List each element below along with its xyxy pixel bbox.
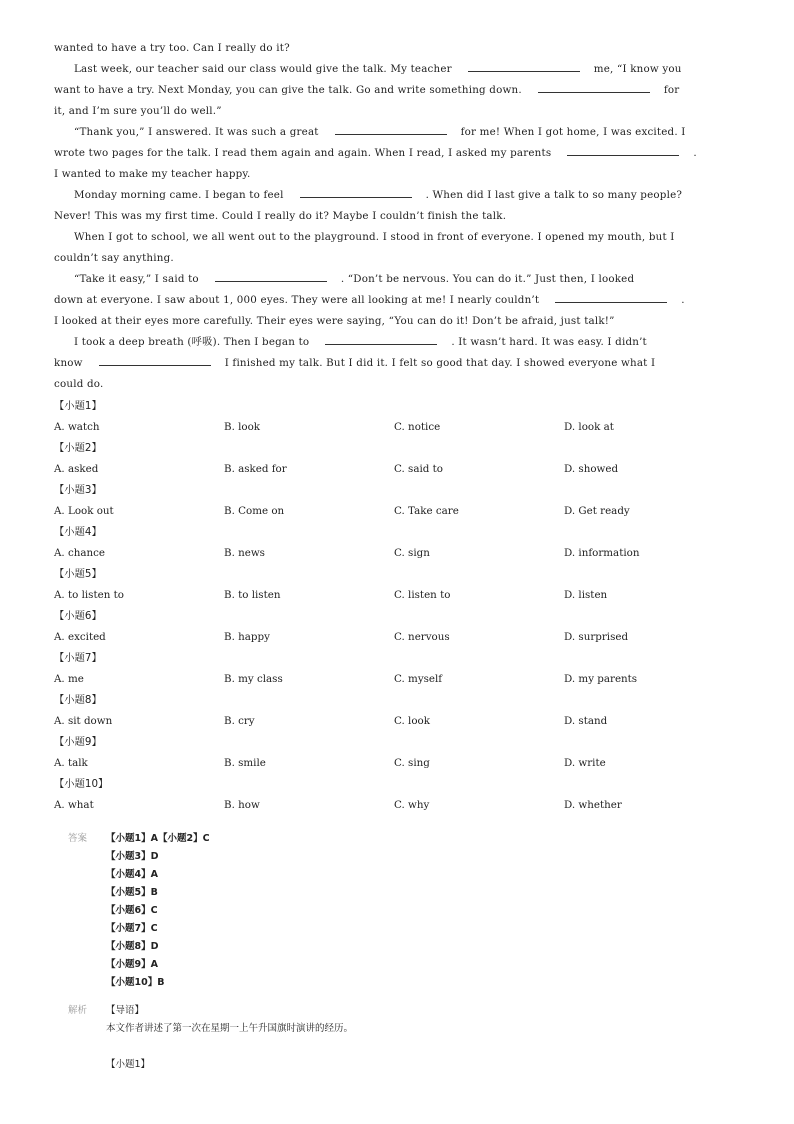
analysis-sub-title: 【小题1】 [106, 1059, 151, 1070]
option-b[interactable]: B. how [224, 799, 260, 811]
option-c[interactable]: C. why [394, 799, 430, 811]
passage-text: “Take it easy,” I said to [74, 273, 199, 285]
option-c[interactable]: C. sign [394, 547, 430, 559]
option-row [54, 627, 744, 648]
passage-text: I finished my talk. But I did it. I felt so good that day. I showed everyone what I [224, 357, 656, 369]
answer-line: 【小题6】C [106, 905, 158, 916]
option-b[interactable]: B. cry [224, 715, 255, 727]
answer-line: 【小题7】C [106, 923, 158, 934]
option-b[interactable]: B. my class [224, 673, 283, 685]
question-heading: 【小题8】 [54, 694, 102, 706]
passage-text: couldn’t say anything. [54, 252, 174, 264]
answer-section [68, 830, 668, 1074]
option-c[interactable]: C. nervous [394, 631, 450, 643]
option-b[interactable]: B. Come on [224, 505, 285, 517]
passage-line [54, 143, 744, 164]
answer-line: 【小题9】A [106, 959, 158, 970]
option-row [54, 417, 744, 438]
option-c[interactable]: C. look [394, 715, 430, 727]
option-row [54, 711, 744, 732]
passage-text: I wanted to make my teacher happy. [54, 168, 251, 180]
option-c[interactable]: C. Take care [394, 505, 459, 517]
passage-line [54, 206, 744, 227]
option-a[interactable]: A. me [54, 673, 84, 685]
option-d[interactable]: D. information [564, 547, 640, 559]
option-d[interactable]: D. look at [564, 421, 614, 433]
option-d[interactable]: D. stand [564, 715, 608, 727]
passage-text: want to have a try. Next Monday, you can give the talk. Go and write something down. [54, 84, 522, 96]
passage-text: know [54, 357, 83, 369]
question-heading: 【小题4】 [54, 526, 102, 538]
option-row [54, 753, 744, 774]
answer-blank[interactable] [538, 83, 650, 93]
option-d[interactable]: D. write [564, 757, 606, 769]
option-b[interactable]: B. happy [224, 631, 270, 643]
answer-line: 【小题1】A【小题2】C [106, 833, 210, 844]
answer-blank[interactable] [555, 293, 667, 303]
passage-line [54, 290, 744, 311]
option-a[interactable]: A. asked [54, 463, 99, 475]
option-row [54, 543, 744, 564]
answer-blank[interactable] [468, 62, 580, 72]
option-a[interactable]: A. talk [54, 757, 88, 769]
answer-blank[interactable] [215, 272, 327, 282]
question-heading: 【小题5】 [54, 568, 102, 580]
passage-text: I took a deep breath (呼吸). Then I began to [74, 336, 310, 348]
passage-text: wanted to have a try too. Can I really do it? [54, 42, 290, 54]
option-d[interactable]: D. showed [564, 463, 619, 475]
option-b[interactable]: B. smile [224, 757, 266, 769]
option-d[interactable]: D. listen [564, 589, 608, 601]
analysis-title: 【导语】 [106, 1005, 145, 1016]
option-a[interactable]: A. sit down [54, 715, 113, 727]
option-row [54, 585, 744, 606]
option-b[interactable]: B. to listen [224, 589, 281, 601]
question-list [54, 396, 744, 816]
answer-label: 答案 [68, 833, 88, 844]
option-row [54, 459, 744, 480]
answer-list [106, 830, 210, 992]
passage-line [54, 101, 744, 122]
option-c[interactable]: C. myself [394, 673, 443, 685]
answer-line: 【小题10】B [106, 977, 165, 988]
question-heading: 【小题6】 [54, 610, 102, 622]
question-heading: 【小题2】 [54, 442, 102, 454]
passage-text: . It wasn’t hard. It was easy. I didn’t [451, 336, 647, 348]
analysis-section [68, 1002, 668, 1074]
option-b[interactable]: B. news [224, 547, 265, 559]
option-d[interactable]: D. whether [564, 799, 622, 811]
option-c[interactable]: C. notice [394, 421, 441, 433]
passage-line [54, 374, 744, 395]
passage-text: for [663, 84, 680, 96]
option-c[interactable]: C. listen to [394, 589, 451, 601]
passage-text: “Thank you,” I answered. It was such a great [74, 126, 319, 138]
passage-text: . “Don’t be nervous. You can do it.” Just then, I looked [340, 273, 635, 285]
option-a[interactable]: A. watch [54, 421, 100, 433]
passage-line [54, 185, 744, 206]
question-heading: 【小题7】 [54, 652, 102, 664]
answer-blank[interactable] [335, 125, 447, 135]
passage-text: for me! When I got home, I was excited. I [460, 126, 686, 138]
passage-line [54, 164, 744, 185]
passage-text: Last week, our teacher said our class would give the talk. My teacher [74, 63, 452, 75]
passage-text: . [681, 294, 685, 306]
passage-text: wrote two pages for the talk. I read them again and again. When I read, I asked my parents [54, 147, 552, 159]
passage-text: . [693, 147, 697, 159]
option-row [54, 669, 744, 690]
question-heading: 【小题3】 [54, 484, 102, 496]
option-c[interactable]: C. sing [394, 757, 430, 769]
passage-line [54, 311, 744, 332]
answer-line: 【小题4】A [106, 869, 158, 880]
passage-line [54, 38, 744, 59]
answer-line: 【小题3】D [106, 851, 159, 862]
question-heading: 【小题10】 [54, 778, 109, 790]
option-a[interactable]: A. excited [54, 631, 106, 643]
option-b[interactable]: B. asked for [224, 463, 287, 475]
option-c[interactable]: C. said to [394, 463, 443, 475]
option-d[interactable]: D. Get ready [564, 505, 630, 517]
answer-blank[interactable] [99, 356, 211, 366]
question-heading: 【小题9】 [54, 736, 102, 748]
passage-text: When I got to school, we all went out to the playground. I stood in front of everyone. I opened my mouth, but I [74, 231, 675, 243]
option-row [54, 501, 744, 522]
option-a[interactable]: A. what [54, 799, 94, 811]
analysis-text: 本文作者讲述了第一次在星期一上午升国旗时演讲的经历。 [106, 1023, 354, 1034]
passage-line [54, 269, 744, 290]
answer-line: 【小题8】D [106, 941, 159, 952]
answer-blank[interactable] [325, 335, 437, 345]
passage-text: Never! This was my first time. Could I really do it? Maybe I couldn’t finish the talk. [54, 210, 507, 222]
passage-line [54, 80, 744, 101]
passage-line [54, 59, 744, 80]
passage-line [54, 122, 744, 143]
passage-line [54, 332, 744, 353]
passage-text: . When did I last give a talk to so many people? [425, 189, 683, 201]
option-a[interactable]: A. to listen to [54, 589, 124, 601]
passage-text: Monday morning came. I began to feel [74, 189, 284, 201]
passage-line [54, 353, 744, 374]
passage-text: it, and I’m sure you’ll do well.” [54, 105, 222, 117]
question-heading: 【小题1】 [54, 400, 102, 412]
option-b[interactable]: B. look [224, 421, 261, 433]
passage-line [54, 248, 744, 269]
option-row [54, 795, 744, 816]
passage [54, 38, 744, 395]
answer-blank[interactable] [567, 146, 679, 156]
passage-text: could do. [54, 378, 104, 390]
passage-text: I looked at their eyes more carefully. Their eyes were saying, “You can do it! Don’t be afraid, just talk!” [54, 315, 615, 327]
option-a[interactable]: A. Look out [54, 505, 114, 517]
passage-line [54, 227, 744, 248]
passage-text: me, “I know you [593, 63, 682, 75]
option-d[interactable]: D. my parents [564, 673, 638, 685]
passage-text: down at everyone. I saw about 1, 000 eyes. They were all looking at me! I nearly couldn’t [54, 294, 540, 306]
analysis-label: 解析 [68, 1005, 88, 1016]
answer-blank[interactable] [300, 188, 412, 198]
option-d[interactable]: D. surprised [564, 631, 629, 643]
option-a[interactable]: A. chance [54, 547, 106, 559]
answer-line: 【小题5】B [106, 887, 158, 898]
